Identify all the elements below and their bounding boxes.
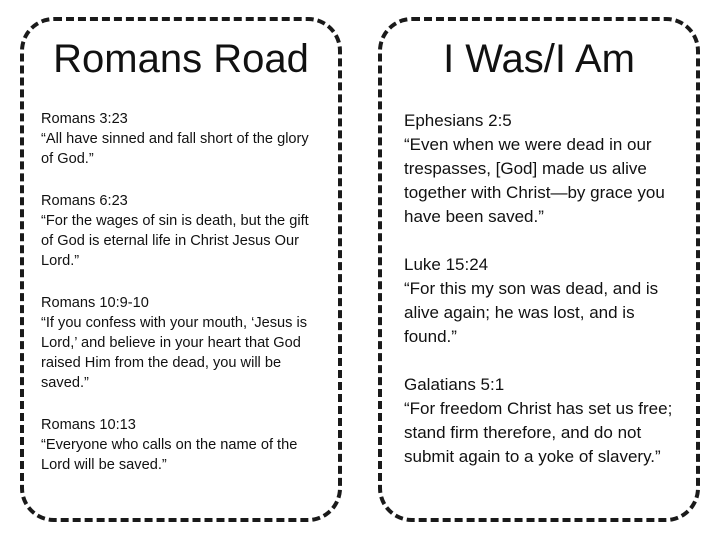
verse-text: “Even when we were dead in our trespasses, [God] made us alive together with Christ—by grace you have been saved.” <box>404 135 665 226</box>
verse-item <box>41 191 324 271</box>
card-title: I Was/I Am <box>443 37 635 81</box>
verse-reference: Galatians 5:1 <box>404 375 505 394</box>
verse-reference: Luke 15:24 <box>404 255 489 274</box>
verse-reference: Romans 10:13 <box>41 417 136 433</box>
verse-item <box>404 373 682 469</box>
verse-text: “For the wages of sin is death, but the gift of God is eternal life in Christ Jesus Our Lord.” <box>41 213 309 269</box>
verse-text: “Everyone who calls on the name of the Lord will be saved.” <box>41 437 298 473</box>
verse-list <box>404 109 682 493</box>
verse-text: “For this my son was dead, and is alive again; he was lost, and is found.” <box>404 279 659 346</box>
i-was-i-am-card <box>378 17 700 522</box>
verse-item <box>404 109 682 229</box>
card-title: Romans Road <box>53 37 309 81</box>
verse-reference: Romans 3:23 <box>41 111 128 127</box>
verse-item <box>404 253 682 349</box>
verse-text: “For freedom Christ has set us free; stand firm therefore, and do not submit again to a yoke of slavery.” <box>404 399 673 466</box>
verse-item <box>41 415 324 475</box>
verse-text: “If you confess with your mouth, ‘Jesus is Lord,’ and believe in your heart that God raised Him from the dead, you will be saved.” <box>41 315 308 391</box>
verse-reference: Ephesians 2:5 <box>404 111 512 130</box>
romans-road-card <box>20 17 342 522</box>
verse-item <box>41 293 324 393</box>
verse-list <box>41 109 324 497</box>
verse-item <box>41 109 324 169</box>
verse-text: “All have sinned and fall short of the glory of God.” <box>41 131 309 167</box>
verse-reference: Romans 6:23 <box>41 193 128 209</box>
verse-reference: Romans 10:9-10 <box>41 295 149 311</box>
